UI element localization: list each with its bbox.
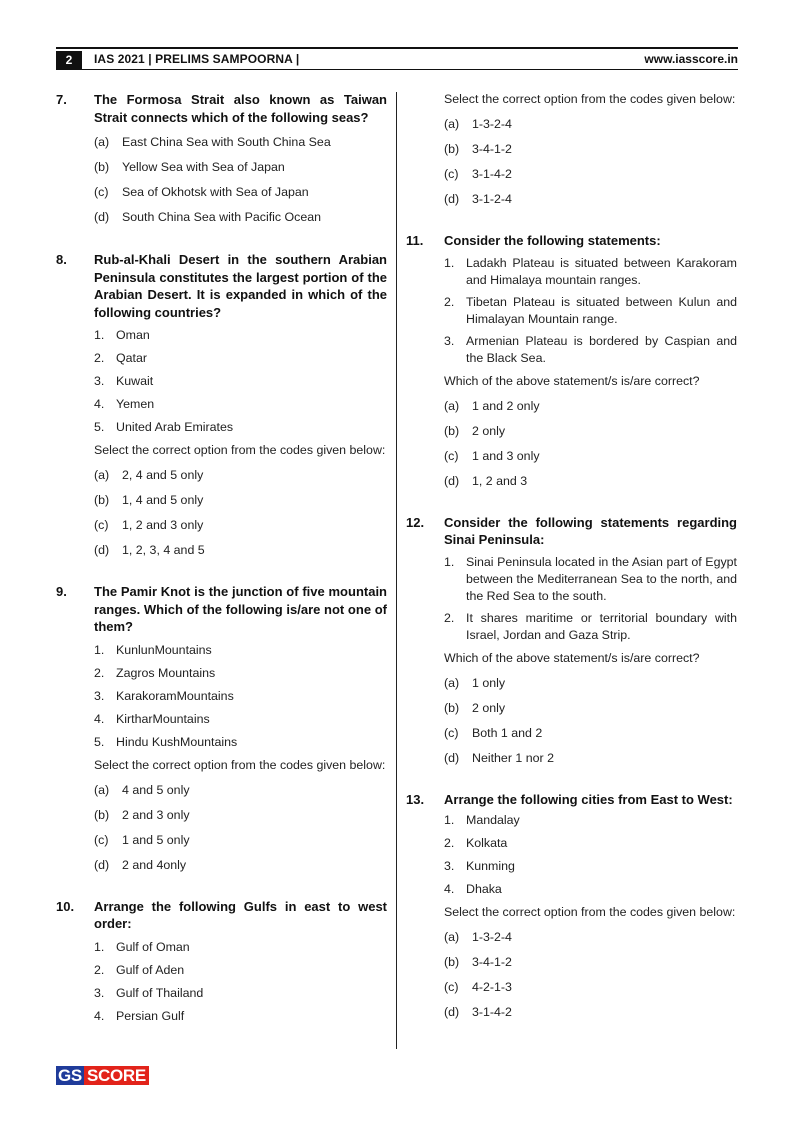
item-label: 4.	[94, 1008, 105, 1023]
list-item	[444, 881, 737, 898]
option-b[interactable]	[444, 954, 737, 971]
option-a[interactable]	[94, 467, 387, 484]
option-label: (b)	[94, 160, 110, 174]
option-text: 1, 2, 3, 4 and 5	[122, 543, 205, 557]
item-text: Zagros Mountains	[116, 665, 216, 680]
list-item	[94, 419, 387, 436]
option-label: (b)	[94, 493, 110, 507]
option-label: (b)	[444, 955, 460, 969]
question-10	[56, 898, 387, 1025]
option-b[interactable]	[444, 141, 737, 158]
list-item	[444, 835, 737, 852]
instruction-text: Select the correct option from the codes given below:	[94, 443, 386, 457]
item-text: Mandalay	[466, 813, 520, 827]
item-label: 4.	[94, 711, 105, 726]
option-text: 1, 4 and 5 only	[122, 493, 204, 507]
option-d[interactable]	[94, 209, 387, 226]
option-text: 3-1-4-2	[472, 167, 512, 181]
option-label: (b)	[444, 142, 460, 156]
item-label: 2.	[94, 962, 105, 977]
item-label: 1.	[94, 939, 105, 954]
website-link[interactable]: www.iasscore.in	[644, 52, 738, 66]
option-text: 2, 4 and 5 only	[122, 468, 204, 482]
option-c[interactable]	[444, 448, 737, 465]
statement-text: Armenian Plateau is bordered by Caspian and the Black Sea.	[466, 333, 737, 365]
gsscore-logo	[56, 1066, 149, 1085]
question-13	[406, 791, 737, 1022]
list-item	[94, 642, 387, 659]
statement	[444, 294, 737, 328]
question-text: Consider the following statements:	[444, 233, 661, 248]
option-text: 4-2-1-3	[472, 980, 512, 994]
statement-text: Ladakh Plateau is situated between Karakoram and Himalaya mountain ranges.	[466, 255, 737, 287]
question-number: 7.	[56, 92, 67, 107]
item-text: Kuwait	[116, 374, 154, 388]
list-item	[94, 985, 387, 1002]
question-number: 13.	[406, 791, 425, 807]
option-a[interactable]	[444, 675, 737, 692]
option-text: Both 1 and 2	[472, 725, 543, 740]
option-a[interactable]	[94, 782, 387, 799]
right-column	[406, 91, 737, 1021]
option-text: 3-1-4-2	[472, 1005, 512, 1019]
item-text: United Arab Emirates	[116, 420, 234, 434]
list-item	[94, 962, 387, 979]
header-top-rule	[56, 47, 738, 49]
item-label: 3.	[444, 859, 455, 873]
list-item	[94, 688, 387, 705]
option-label: (a)	[444, 675, 460, 690]
statement-label: 3.	[444, 333, 455, 348]
option-c[interactable]	[444, 979, 737, 996]
option-text: 2 only	[472, 700, 506, 715]
option-text: 1, 2 and 3 only	[122, 518, 204, 532]
list-item	[94, 396, 387, 413]
option-text: Neither 1 nor 2	[472, 750, 554, 765]
statement-label: 2.	[444, 610, 455, 625]
page-number: 2	[56, 51, 82, 69]
option-label: (a)	[94, 468, 110, 482]
item-text: KarakoramMountains	[116, 688, 234, 703]
column-divider	[396, 92, 397, 1049]
option-text: 1-3-2-4	[472, 117, 512, 131]
item-label: 2.	[444, 836, 455, 850]
list-item	[94, 734, 387, 751]
item-text: Gulf of Aden	[116, 962, 185, 977]
option-label: (d)	[94, 857, 110, 872]
option-text: 1, 2 and 3	[472, 473, 528, 488]
list-item	[444, 858, 737, 875]
instruction-text: Select the correct option from the codes given below:	[94, 757, 386, 772]
option-text: 1 and 5 only	[122, 832, 190, 847]
option-label: (c)	[444, 725, 459, 740]
option-label: (d)	[444, 192, 460, 206]
option-a[interactable]	[444, 929, 737, 946]
instruction-text: Select the correct option from the codes given below:	[444, 905, 736, 919]
logo-score: SCORE	[84, 1066, 149, 1085]
list-item	[94, 939, 387, 956]
question-number: 12.	[406, 514, 425, 530]
statement	[444, 255, 737, 289]
option-label: (a)	[444, 930, 460, 944]
option-text: 2 only	[472, 423, 506, 438]
option-label: (c)	[94, 185, 109, 199]
option-label: (a)	[444, 398, 460, 413]
question-number: 8.	[56, 252, 67, 267]
option-a[interactable]	[94, 134, 387, 151]
option-c[interactable]	[94, 184, 387, 201]
option-text: Sea of Okhotsk with Sea of Japan	[122, 185, 309, 199]
option-b[interactable]	[94, 492, 387, 509]
item-label: 3.	[94, 688, 105, 703]
option-text: 1-3-2-4	[472, 930, 512, 944]
list-item	[94, 665, 387, 682]
option-label: (c)	[94, 518, 109, 532]
question-10-continued	[406, 91, 737, 208]
option-text: 2 and 4only	[122, 857, 187, 872]
option-label: (a)	[94, 782, 110, 797]
question-number: 11.	[406, 233, 424, 248]
option-a[interactable]	[444, 116, 737, 133]
item-text: Oman	[116, 328, 150, 342]
item-text: Hindu KushMountains	[116, 734, 238, 749]
list-item	[94, 711, 387, 728]
statement-text: Sinai Peninsula located in the Asian part of Egypt between the Mediterranean Sea to the north, and the Red Sea to the south.	[466, 554, 737, 603]
option-text: 4 and 5 only	[122, 782, 190, 797]
question-number: 9.	[56, 584, 67, 599]
option-b[interactable]	[444, 700, 737, 717]
option-d[interactable]	[444, 750, 737, 767]
item-label: 3.	[94, 985, 105, 1000]
option-c[interactable]	[444, 166, 737, 183]
item-text: Gulf of Oman	[116, 939, 190, 954]
item-text: Kolkata	[466, 836, 508, 850]
left-column	[56, 91, 387, 1025]
option-text: 2 and 3 only	[122, 807, 190, 822]
question-number: 10.	[56, 898, 75, 914]
statement-label: 1.	[444, 554, 455, 569]
option-d[interactable]	[94, 542, 387, 559]
question-text: Arrange the following cities from East to West:	[444, 791, 733, 807]
option-label: (b)	[94, 807, 110, 822]
option-text: 3-4-1-2	[472, 955, 512, 969]
question-11	[406, 232, 737, 490]
page-header	[56, 47, 738, 71]
item-label: 3.	[94, 374, 105, 388]
item-text: Qatar	[116, 351, 147, 365]
option-b[interactable]	[444, 423, 737, 440]
statement-text: Tibetan Plateau is situated between Kulun and Himalayan Mountain range.	[466, 294, 737, 326]
option-c[interactable]	[444, 725, 737, 742]
item-label: 1.	[94, 328, 105, 342]
option-label: (d)	[94, 543, 110, 557]
list-item	[94, 327, 387, 344]
option-text: 1 only	[472, 675, 506, 690]
option-label: (d)	[444, 1005, 460, 1019]
list-item	[444, 812, 737, 829]
option-label: (c)	[94, 832, 109, 847]
option-label: (a)	[444, 117, 460, 131]
option-text: 3-1-2-4	[472, 192, 512, 206]
option-text: 1 and 2 only	[472, 398, 540, 413]
item-label: 1.	[444, 813, 455, 827]
question-text: Arrange the following Gulfs in east to west order:	[94, 898, 387, 931]
instruction-text: Select the correct option from the codes given below:	[444, 92, 736, 106]
header-title: IAS 2021 | PRELIMS SAMPOORNA |	[94, 52, 300, 66]
item-text: KunlunMountains	[116, 642, 212, 657]
list-item	[94, 373, 387, 390]
list-item	[94, 350, 387, 367]
item-text: KirtharMountains	[116, 711, 210, 726]
option-d[interactable]	[94, 857, 387, 874]
question-text: Rub-al-Khali Desert in the southern Arabian Peninsula constitutes the largest portion of the Arabian Desert. It is expanded in which of the following countries?	[94, 252, 387, 320]
option-b[interactable]	[94, 807, 387, 824]
option-text: East China Sea with South China Sea	[122, 135, 331, 149]
instruction-text: Which of the above statement/s is/are correct?	[444, 373, 700, 388]
item-text: Dhaka	[466, 882, 502, 896]
option-text: 3-4-1-2	[472, 142, 512, 156]
item-label: 4.	[94, 397, 105, 411]
statement-label: 2.	[444, 294, 455, 309]
option-text: Yellow Sea with Sea of Japan	[122, 160, 285, 174]
option-text: South China Sea with Pacific Ocean	[122, 210, 322, 224]
item-label: 4.	[444, 882, 455, 896]
option-label: (d)	[444, 473, 460, 488]
option-b[interactable]	[94, 159, 387, 176]
question-8	[56, 251, 387, 559]
instruction-text: Which of the above statement/s is/are correct?	[444, 650, 700, 665]
item-label: 2.	[94, 351, 105, 365]
option-label: (b)	[444, 423, 460, 438]
question-text: Consider the following statements regarding Sinai Peninsula:	[444, 514, 737, 547]
list-item	[94, 1008, 387, 1025]
option-d[interactable]	[444, 473, 737, 490]
question-12	[406, 514, 737, 767]
item-text: Persian Gulf	[116, 1008, 185, 1023]
option-c[interactable]	[94, 832, 387, 849]
option-text: 1 and 3 only	[472, 448, 540, 463]
item-label: 2.	[94, 665, 105, 680]
option-label: (c)	[444, 167, 459, 181]
option-label: (d)	[94, 210, 110, 224]
statement-label: 1.	[444, 255, 455, 270]
option-label: (b)	[444, 700, 460, 715]
question-text: The Pamir Knot is the junction of five mountain ranges. Which of the following is/are not one of them?	[94, 584, 387, 634]
item-text: Kunming	[466, 859, 515, 873]
option-label: (c)	[444, 448, 459, 463]
option-a[interactable]	[444, 398, 737, 415]
statement	[444, 554, 737, 605]
question-7	[56, 91, 387, 226]
item-label: 5.	[94, 420, 105, 434]
option-d[interactable]	[444, 1004, 737, 1021]
question-text: The Formosa Strait also known as Taiwan Strait connects which of the following seas?	[94, 92, 387, 125]
statement	[444, 610, 737, 644]
item-text: Yemen	[116, 397, 155, 411]
option-d[interactable]	[444, 191, 737, 208]
option-c[interactable]	[94, 517, 387, 534]
question-9	[56, 583, 387, 874]
statement-text: It shares maritime or territorial boundary with Israel, Jordan and Gaza Strip.	[466, 610, 737, 642]
option-label: (a)	[94, 135, 110, 149]
header-bottom-rule	[56, 69, 738, 70]
statement	[444, 333, 737, 367]
option-label: (c)	[444, 980, 459, 994]
item-label: 5.	[94, 734, 105, 749]
item-label: 1.	[94, 642, 105, 657]
option-label: (d)	[444, 750, 460, 765]
item-text: Gulf of Thailand	[116, 985, 204, 1000]
logo-gs: GS	[58, 1066, 82, 1085]
